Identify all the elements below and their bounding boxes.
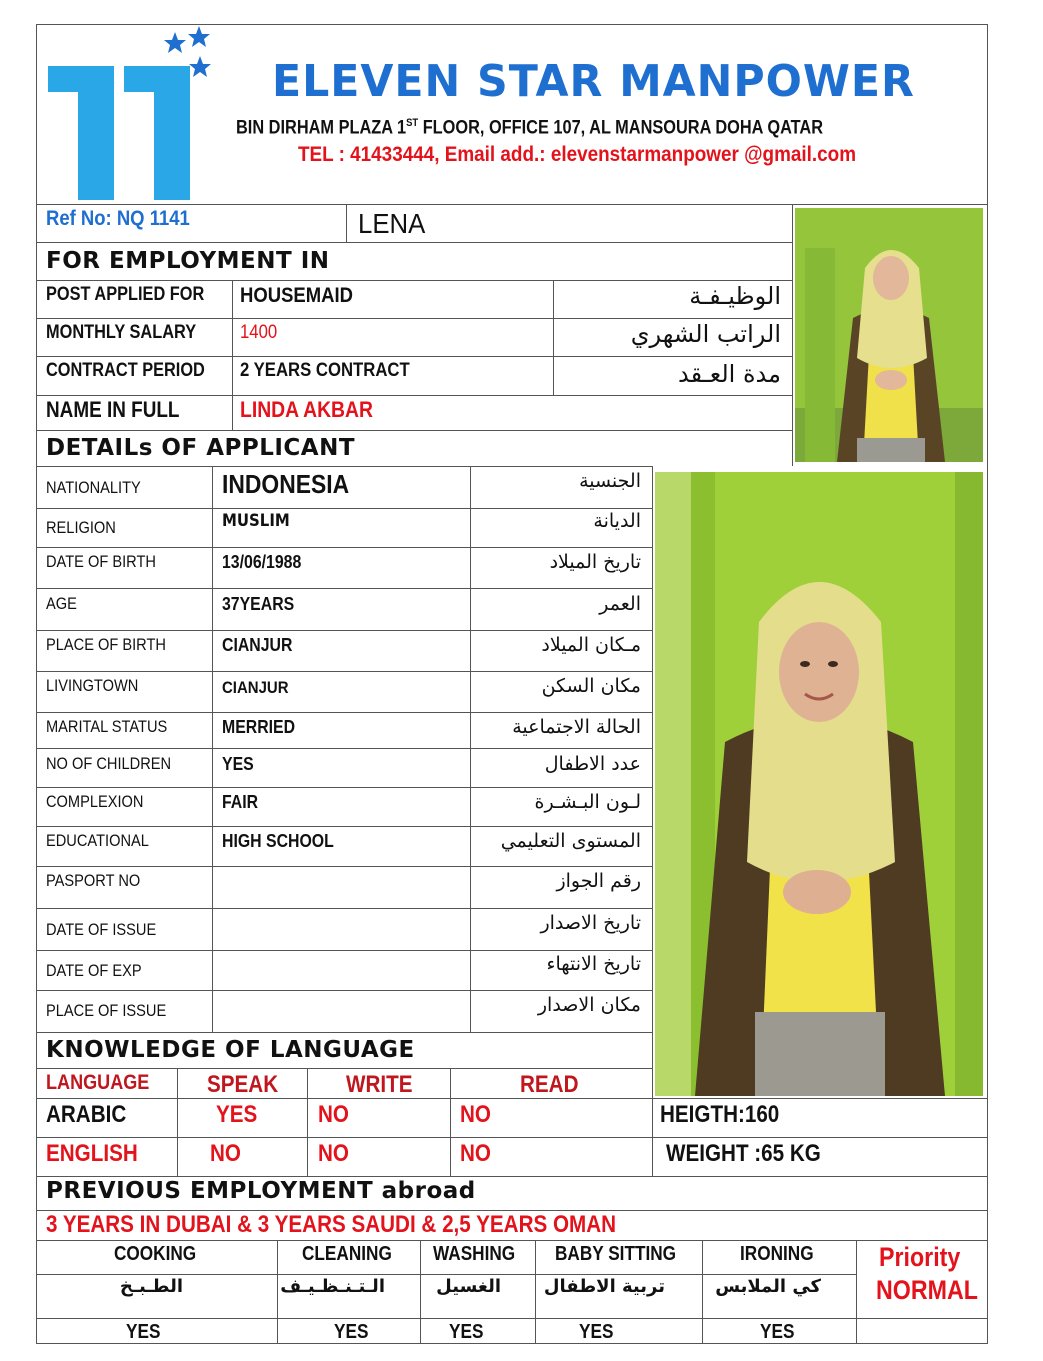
divider [36, 712, 652, 713]
date-of-issue-arabic: تاريخ الاصدار [540, 912, 641, 934]
complexion-value: FAIR [222, 792, 259, 812]
livingtown-value: CIANJUR [222, 678, 289, 697]
place-of-issue-arabic: مكان الاصدار [537, 994, 641, 1016]
divider [36, 1068, 652, 1069]
contract-period-label: CONTRACT PERIOD [46, 360, 205, 381]
education-value: HIGH SCHOOL [222, 831, 334, 851]
divider [535, 1240, 536, 1344]
divider [277, 1240, 278, 1344]
place-of-birth-label: PLACE OF BIRTH [46, 635, 166, 654]
divider [553, 280, 554, 395]
children-arabic: عدد الاطفال [544, 753, 641, 775]
religion-value: MUSLIM [222, 511, 290, 531]
speak-col-header: SPEAK [207, 1071, 279, 1098]
divider [36, 547, 652, 548]
full-name-label: NAME IN FULL [46, 397, 180, 422]
divider [36, 1318, 988, 1319]
religion-arabic: الديانة [593, 510, 641, 532]
english-write: NO [318, 1140, 349, 1167]
language-heading: KNOWLEDGE OF LANGUAGE [46, 1037, 415, 1063]
divider [856, 1240, 857, 1344]
place-of-birth-value: CIANJUR [222, 635, 293, 655]
marital-status-value: MERRIED [222, 717, 296, 737]
divider [36, 508, 652, 509]
divider [470, 466, 471, 1032]
post-applied-label: POST APPLIED FOR [46, 284, 205, 305]
applicant-photo-large [655, 472, 983, 1096]
details-heading: DETAILs OF APPLICANT [46, 435, 356, 461]
monthly-salary-label: MONTHLY SALARY [46, 322, 197, 343]
age-arabic: العمر [599, 593, 641, 615]
skill-babysitting-arabic: تربية الاطفال [543, 1276, 665, 1297]
divider [346, 204, 347, 242]
divider [36, 466, 652, 467]
divider [232, 280, 233, 430]
language-english: ENGLISH [46, 1140, 138, 1167]
divider [36, 950, 652, 951]
divider [36, 588, 652, 589]
divider [36, 1137, 988, 1138]
post-applied-value: HOUSEMAID [240, 284, 353, 307]
divider [36, 1274, 856, 1275]
dob-arabic: تاريخ الميلاد [549, 551, 641, 573]
complexion-arabic: لـون البـشـرة [534, 791, 641, 813]
address-text-rest: FLOOR, OFFICE 107, AL MANSOURA DOHA QATAR [418, 117, 824, 139]
height-value: HEIGTH:160 [660, 1101, 780, 1128]
education-label: EDUCATIONAL [46, 831, 149, 850]
write-col-header: WRITE [346, 1071, 413, 1098]
livingtown-arabic: مكان السكن [541, 675, 641, 697]
place-of-birth-arabic: مـكان الميلاد [541, 634, 641, 656]
livingtown-label: LIVINGTOWN [46, 676, 139, 695]
language-col-header: LANGUAGE [46, 1071, 150, 1094]
english-read: NO [460, 1140, 491, 1167]
divider [792, 204, 793, 466]
divider [307, 1068, 308, 1176]
read-col-header: READ [520, 1071, 579, 1098]
divider [450, 1068, 451, 1176]
divider [36, 1098, 988, 1099]
skill-washing-value: YES [449, 1321, 484, 1343]
language-arabic: ARABIC [46, 1101, 127, 1128]
skill-ironing-value: YES [760, 1321, 795, 1343]
divider [420, 1240, 421, 1344]
arabic-read: NO [460, 1101, 491, 1128]
divider [36, 748, 652, 749]
age-value: 37YEARS [222, 594, 295, 614]
divider [36, 242, 792, 243]
company-name: ELEVEN STAR MANPOWER [272, 56, 915, 107]
divider [652, 466, 653, 1176]
skill-cleaning-value: YES [334, 1321, 369, 1343]
ref-number: Ref No: NQ 1141 [46, 207, 190, 230]
employment-heading: FOR EMPLOYMENT IN [46, 248, 330, 274]
religion-label: RELIGION [46, 518, 116, 537]
divider [212, 466, 213, 1032]
divider [36, 1176, 988, 1177]
person-figure-small [795, 208, 983, 462]
marital-status-arabic: الحالة الاجتماعية [512, 716, 641, 738]
divider [36, 1240, 988, 1241]
previous-employment-heading: PREVIOUS EMPLOYMENT abroad [46, 1178, 476, 1204]
skill-cleaning-label: CLEANING [302, 1243, 392, 1265]
divider [36, 280, 792, 281]
skill-washing-label: WASHING [433, 1243, 516, 1265]
person-figure-large [655, 472, 983, 1096]
divider [36, 990, 652, 991]
education-arabic: المستوى التعليمي [500, 830, 641, 852]
complexion-label: COMPLEXION [46, 792, 144, 811]
passport-label: PASPORT NO [46, 871, 141, 890]
dob-label: DATE OF BIRTH [46, 552, 156, 571]
logo-graphic [44, 24, 214, 200]
skill-washing-arabic: الغسيل [436, 1276, 501, 1297]
divider [36, 356, 792, 357]
date-of-issue-label: DATE OF ISSUE [46, 920, 157, 939]
date-of-exp-label: DATE OF EXP [46, 961, 142, 980]
divider [36, 1032, 652, 1033]
english-speak: NO [210, 1140, 241, 1167]
skill-babysitting-label: BABY SITTING [555, 1243, 677, 1265]
age-label: AGE [46, 594, 77, 613]
divider [36, 787, 652, 788]
arabic-write: NO [318, 1101, 349, 1128]
company-contact[interactable]: TEL : 41433444, Email add.: elevenstarmanpower @gmail.com [298, 143, 857, 166]
divider [36, 395, 792, 396]
nationality-value: INDONESIA [222, 469, 350, 499]
weight-value: WEIGHT :65 KG [666, 1140, 821, 1167]
skill-ironing-label: IRONING [740, 1243, 814, 1265]
monthly-salary-arabic: الراتب الشهري [630, 320, 781, 348]
skill-cooking-value: YES [126, 1321, 161, 1343]
company-logo [44, 24, 214, 200]
priority-label: Priority [879, 1242, 961, 1272]
post-applied-arabic: الوظيـفـة [689, 282, 781, 310]
divider [36, 826, 652, 827]
contract-period-value: 2 YEARS CONTRACT [240, 360, 410, 381]
skill-ironing-arabic: كي الملابس [715, 1276, 821, 1297]
company-address [236, 118, 823, 137]
nationality-arabic: الجنسية [579, 470, 641, 492]
arabic-speak: YES [216, 1101, 258, 1128]
skill-cleaning-arabic: الـتـنـظـيـف [280, 1276, 385, 1297]
dob-value: 13/06/1988 [222, 552, 302, 572]
address-superscript: ST [406, 117, 419, 129]
marital-status-label: MARITAL STATUS [46, 717, 168, 736]
skill-babysitting-value: YES [579, 1321, 614, 1343]
divider [36, 204, 988, 205]
date-of-exp-arabic: تاريخ الانتهاء [546, 953, 641, 975]
divider [702, 1240, 703, 1344]
divider [36, 630, 652, 631]
divider [177, 1068, 178, 1176]
skill-cooking-label: COOKING [114, 1243, 197, 1265]
skill-cooking-arabic: الطـبـخ [119, 1276, 183, 1297]
contract-period-arabic: مدة العـقد [678, 360, 781, 388]
full-name-value: LINDA AKBAR [240, 397, 374, 422]
nationality-label: NATIONALITY [46, 478, 141, 497]
monthly-salary-value: 1400 [240, 322, 278, 343]
applicant-short-name: LENA [358, 208, 426, 239]
children-label: NO OF CHILDREN [46, 754, 172, 773]
passport-arabic: رقم الجواز [556, 870, 641, 892]
priority-value: NORMAL [876, 1275, 978, 1305]
applicant-photo-small [795, 208, 983, 462]
divider [36, 430, 792, 431]
divider [36, 908, 652, 909]
address-text: BIN DIRHAM PLAZA 1 [236, 117, 407, 139]
children-value: YES [222, 754, 254, 774]
divider [36, 671, 652, 672]
previous-employment-text: 3 YEARS IN DUBAI & 3 YEARS SAUDI & 2,5 YEARS OMAN [46, 1211, 617, 1238]
divider [36, 866, 652, 867]
divider [36, 318, 792, 319]
place-of-issue-label: PLACE OF ISSUE [46, 1001, 167, 1020]
